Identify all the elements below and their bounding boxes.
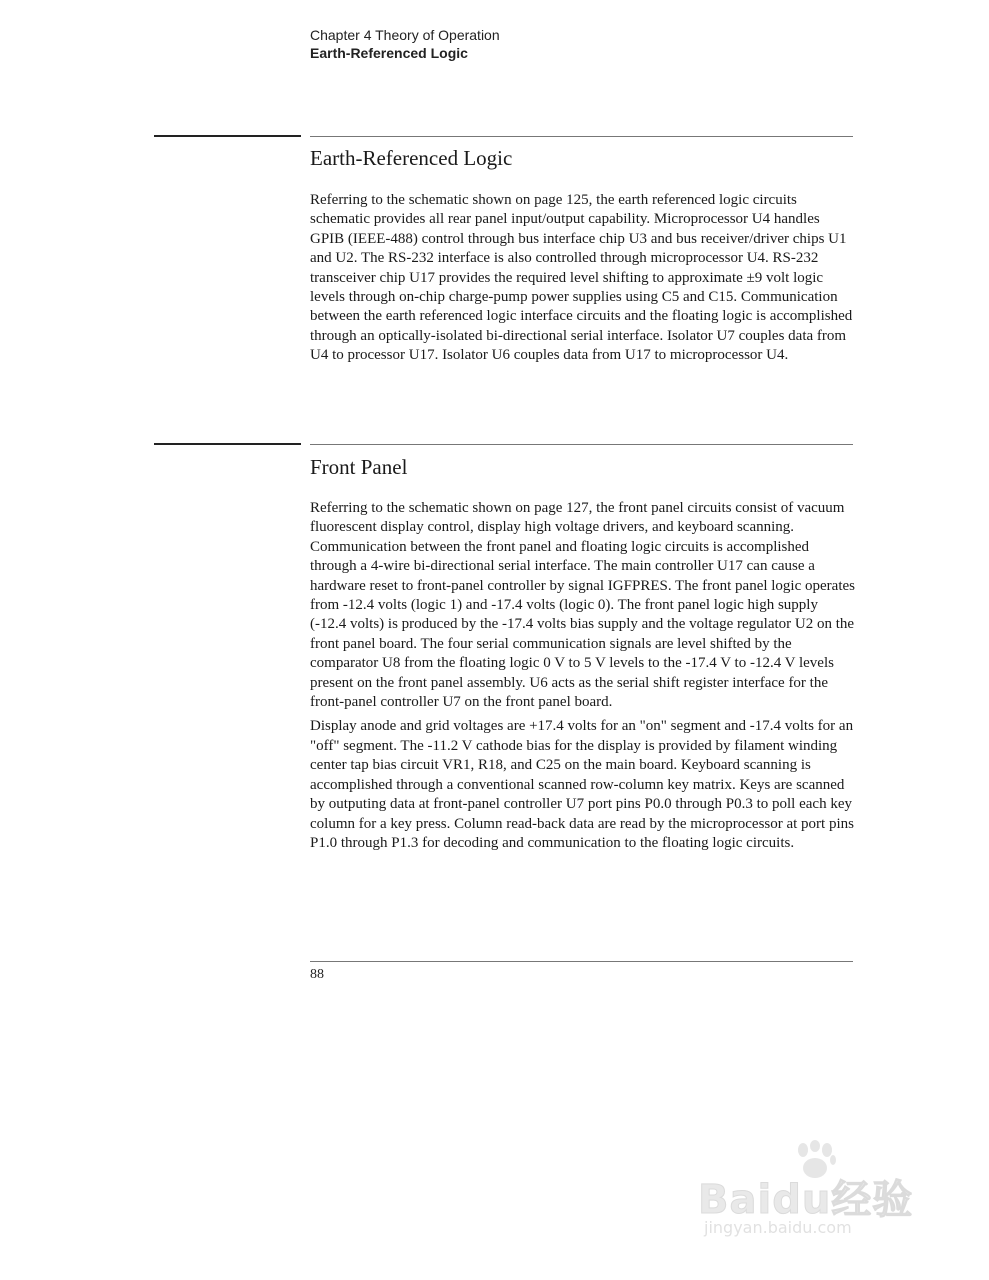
paragraph: Display anode and grid voltages are +17.4 volts for an "on" segment and -17.4 volts for an "off" segment. The -11.2 V cathode bias for the display is provided by filament winding center tap bias circuit VR1, R18, and C25 on the main board. Keyboard scanning is accomplished through a conventional scanned row-column key matrix. Keys are scanned by outputing data at front-panel controller U7 port pins P0.0 through P0.3 to poll each key column for a key press. Column read-back data are read by the microprocessor at port pins P1.0 through P1.3 for decoding and communication to the floating logic circuits. <box>310 718 854 851</box>
paragraph: Referring to the schematic shown on page 125, the earth referenced logic circuits schematic provides all rear panel input/output capability. Microprocessor U4 handles GPIB (IEEE-488) control through bus interface chip U3 and bus receiver/driver chips U1 and U2. The RS-232 interface is also controlled through microprocessor U4. RS-232 transceiver chip U17 provides the required level shifting to approximate ±9 volt logic levels through on-chip charge-pump power supplies using C5 and C15. Communication between the earth referenced logic interface circuits and the floating logic is accomplished through an optically-isolated bi-directional serial interface. Isolator U7 couples data from U4 to processor U17. Isolator U6 couples data from U17 to microprocessor U4. <box>310 192 853 364</box>
section-body <box>310 499 855 858</box>
section-rule-right <box>310 444 853 445</box>
watermark <box>698 1140 938 1240</box>
section-rule-left <box>154 135 301 137</box>
section-heading: Earth-Referenced Logic <box>310 146 513 170</box>
running-header <box>310 26 500 62</box>
page-number: 88 <box>310 967 324 982</box>
section-rule-right <box>310 136 853 137</box>
section-heading: Front Panel <box>310 455 408 479</box>
section-title: Earth-Referenced Logic <box>310 45 468 61</box>
section-rule-left <box>154 443 301 445</box>
chapter-title: Chapter 4 Theory of Operation <box>310 27 500 43</box>
watermark-url: jingyan.baidu.com <box>704 1218 852 1237</box>
footer-rule <box>310 961 853 962</box>
paragraph: Referring to the schematic shown on page 127, the front panel circuits consist of vacuum fluorescent display control, display high voltage drivers, and keyboard scanning. Communication between the front panel and floating logic circuits is accomplished through a 4-wire bi-directional serial interface. The main controller U17 can cause a hardware reset to front-panel controller by signal IGFPRES. The front panel logic operates from -12.4 volts (logic 1) and -17.4 volts (logic 0). The front panel logic high supply (-12.4 volts) is produced by the -17.4 volts bias supply and the voltage regulator U2 on the front panel board. The four serial communication signals are level shifted by the comparator U8 from the floating logic 0 V to 5 V levels to the -17.4 V to -12.4 V levels present on the front panel assembly. U6 acts as the serial shift register interface for the front-panel controller U7 on the front panel board. <box>310 500 855 711</box>
section-body <box>310 191 855 371</box>
watermark-brand: Baidu经验 <box>698 1177 914 1223</box>
